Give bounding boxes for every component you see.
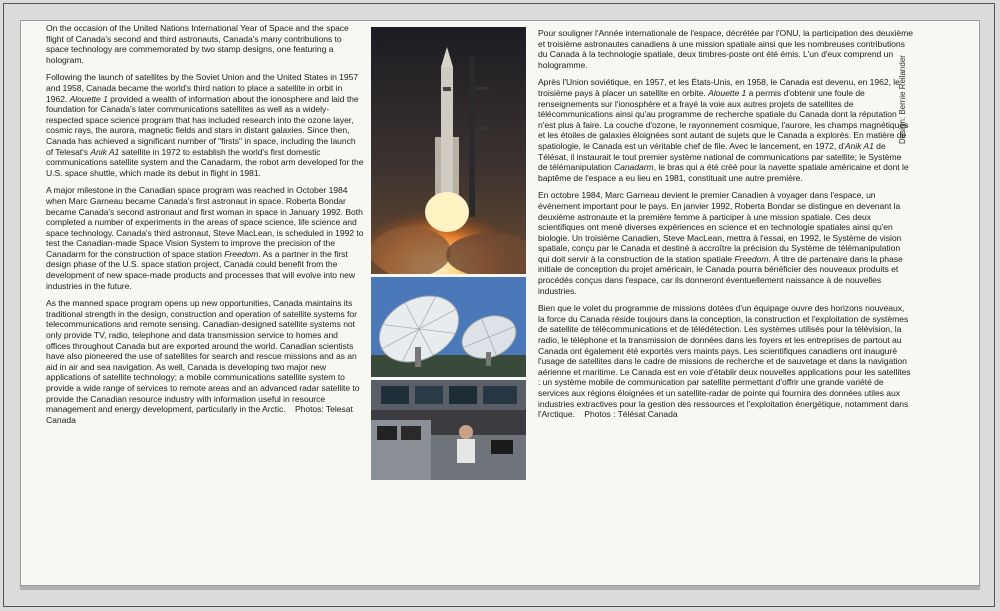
english-p4: As the manned space program opens up new opportunities, Canada maintains its traditional strength in the design, construction and operation of satellite systems for telecommunications and remote sensing. Canadian-designed satellite systems not only provide TV, radio, telephone and data transmission service to homes and offices throughout Canada but are exported around the world. Canadian scientists have also pioneered the use of satellites for search and rescue missions and as an aid in air and sea navigation. As well, Canada is developing two major new applications of satellite technology; a mobile communications satellite system to provide a wide range of services to remote areas and an advanced radar satellite to provide the Canadian resource industry with information useful in resource management and energy development, particularly in the Arctic. bbox=[46, 298, 360, 415]
satellite-dish-photo bbox=[371, 277, 526, 377]
french-p3a: En octobre 1984, Marc Garneau devient le premier Canadien à voyager dans l'espace, un événement important pour le pays. En janvier 1992, Roberta Bondar se distingue en devenant la deuxième astronaute et la première femme à participer à une mission spatiale. Ces deux scientifiques ont mené diverses expériences en science et en technologie spatiales ainsi qu'en biologie. Un troisième Canadien, Steve MacLean, mettra à l'essai, en 1992, le Système de vision spatiale, conçu par le Canada et destiné à accroître la précision du Système de télémanipulation qui doit servir à la construction de la station spatiale bbox=[538, 190, 902, 264]
english-paragraph-2 bbox=[46, 72, 364, 178]
photo-column bbox=[371, 27, 526, 483]
english-photo-credit: Photos: Telesat Canada bbox=[46, 404, 353, 425]
english-p3a: A major milestone in the Canadian space program was reached in October 1984 when Marc Garneau became Canada's first astronaut in space. Roberta Bondar became Canada's second astronaut and first woman in space in January 1992. Both completed a number of experiments in the areas of space science, life science and space technology. Canada's third astronaut, Steve MacLean, is scheduled in 1992 to test the Canadian-made Space Vision System to improve the precision of the Canadarm for the construction of space station bbox=[46, 185, 364, 259]
french-alouette: Alouette 1 bbox=[708, 87, 747, 98]
english-p2a: Following the launch of satellites by the Soviet Union and the United States in 1957 and 1958, Canada became the world's third nation to place a satellite in orbit in 1962. bbox=[46, 72, 359, 104]
french-text-column bbox=[538, 28, 913, 427]
english-paragraph-4 bbox=[46, 298, 364, 425]
control-room-illustration bbox=[371, 380, 526, 480]
french-anik: Anik A1 bbox=[844, 140, 874, 151]
design-credit-text: Design: Bernie Reilander bbox=[898, 55, 907, 144]
rocket-launch-photo bbox=[371, 27, 526, 274]
french-p3b: . À titre de partenaire dans la phase initiale de conception du projet américain, le Canada pourra bénéficier des nouveaux produits et procédés conçus dans l'espace, car ils donneront éventuellement naissance à de nouvelles industries. bbox=[538, 253, 903, 296]
french-paragraph-2 bbox=[538, 77, 913, 183]
french-p2c: de Télésat, il instaurait le tout premier système national de communications par satellite; le Système de télémanipulation bbox=[538, 140, 902, 173]
french-p1-text: Pour souligner l'Année internationale de l'espace, décrétée par l'ONU, la participation des deuxième et troisième astronautes canadiens à une mission spatiale ainsi que les nombreuses contributions du Canada à la technologie spatiale, deux timbres-poste ont été émis. L'un d'eux comprend un hologramme. bbox=[538, 28, 913, 70]
french-paragraph-3 bbox=[538, 190, 913, 296]
french-p2a: Après l'Union soviétique, en 1957, et les États-Unis, en 1958, le Canada est devenu, en 1962, le troisième pays à placer un satellite en orbite. bbox=[538, 77, 900, 98]
french-paragraph-4 bbox=[538, 303, 913, 420]
english-freedom: Freedom bbox=[224, 248, 259, 259]
rocket-launch-illustration bbox=[371, 27, 526, 274]
envelope-bottom-edge bbox=[20, 586, 980, 590]
english-p1-text: On the occasion of the United Nations International Year of Space and the space flight of Canada's second and third astronauts, Canada's many contributions to space technology are commemorated by two stamp designs, one featuring a hologram. bbox=[46, 23, 349, 65]
control-room-photo bbox=[371, 380, 526, 480]
french-p2b: a permis d'obtenir une foule de renseignements sur l'ionosphère et a frayé la voie aux autres projets de satellites de télécommunications ainsi qu'au programme de recherche spatiale du Canada dont la réputation n'est plus à faire. La couche d'ozone, le rayonnement cosmique, l'aurore, les champs magnétiques et les étoiles de galaxies éloignées sont autant de sujets que le Canada a explorés. En matière de spatiologie, le Canada est un véritable chef de file. Avec le lancement, en 1972, d' bbox=[538, 87, 909, 151]
french-p2d: , le bras qui a été créé pour la navette spatiale américaine et dont le baptême de l'espace a eu lieu en 1981, constituait une autre première. bbox=[538, 162, 909, 183]
english-anik: Anik A1 bbox=[90, 146, 120, 157]
design-credit bbox=[898, 34, 912, 144]
english-p2c: satellite in 1972 to establish the world's first domestic communications satellite system and the Canadarm, the robot arm developed for the U.S. space shuttle, which made its debut in flight in 1981. bbox=[46, 146, 364, 178]
french-paragraph-1 bbox=[538, 28, 913, 70]
english-p3b: . As a partner in the first design phase of the U.S. space station project, Canada could benefit from the development of new space-made products and processes that will evolve into new industries in the future. bbox=[46, 248, 355, 291]
english-alouette: Alouette 1 bbox=[69, 93, 108, 104]
french-freedom: Freedom bbox=[734, 253, 769, 264]
french-p4: Bien que le volet du programme de missions dotées d'un équipage ouvre des horizons nouveaux, la force du Canada réside toujours dans la conception, la construction et l'exploitation de systèmes de satellite de télécommunications et de télédétection. Les systèmes utilisés pour la télévision, la radio, le téléphone et la transmission de données dans les foyers et les entreprises de partout au Canada ont également été exportés vers maints pays. Les scientifiques canadiens ont inauguré l'usage de satellites dans le cadre de missions de recherche et de sauvetage et dans la navigation aérienne et maritime. Le Canada est en voie d'établir deux nouvelles applications pour les satellites : un système mobile de communication par satellite permettant d'offrir une grande variété de services aux régions éloignées et un satellite-radar de pointe qui fournira des données utiles aux industries extractives pour la gestion des ressources et l'exploitation énergétique, notamment dans l'Arctique. bbox=[538, 303, 911, 420]
french-photo-credit: Photos : Télésat Canada bbox=[584, 409, 678, 420]
english-text-column bbox=[46, 23, 364, 432]
satellite-dish-illustration bbox=[371, 277, 526, 377]
english-paragraph-1 bbox=[46, 23, 364, 65]
english-paragraph-3 bbox=[46, 185, 364, 291]
french-canadarm: Canadarm bbox=[613, 162, 654, 173]
english-p2b: provided a wealth of information about the ionosphere and laid the foundation for Canada's later communications satellites as well as a widely-respected space science program that has included research into the ozone layer, cosmic rays, the aurora, magnetic fields and stars in distant galaxies. Since then, Canada has achieved a significant number of "firsts" in space, including the launch of Telesat's bbox=[46, 93, 359, 157]
